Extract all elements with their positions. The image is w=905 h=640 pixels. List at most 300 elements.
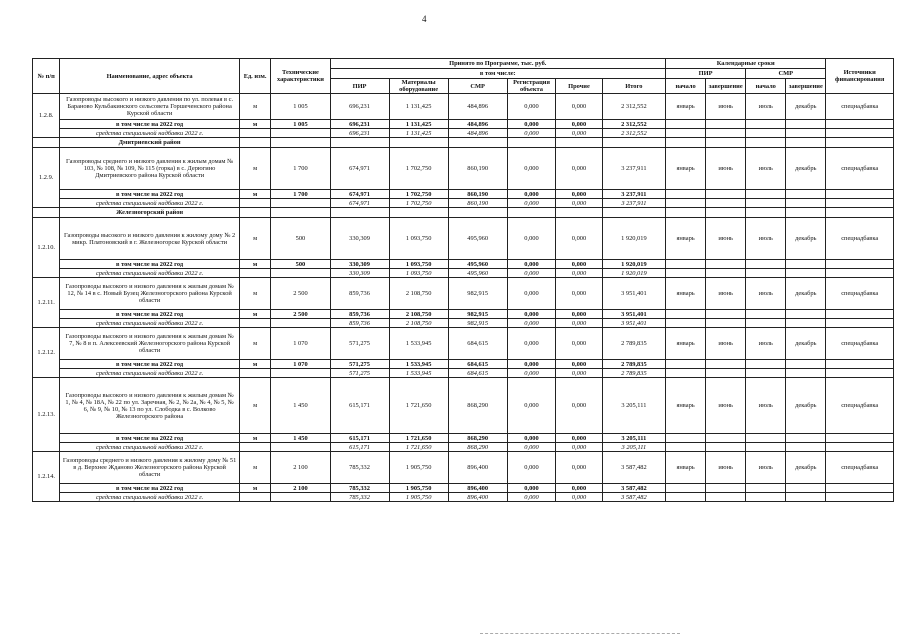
subtotal-smr: 684,615 — [448, 360, 507, 369]
object-smr-start: июль — [746, 218, 786, 260]
region-empty-cell — [786, 208, 826, 218]
object-smr-start: июль — [746, 328, 786, 360]
header-total: Итого — [602, 79, 665, 94]
subtotal-tech: 1 700 — [271, 190, 330, 199]
special-fund-empty-cell — [706, 269, 746, 278]
region-empty-cell — [746, 208, 786, 218]
object-smr: 684,615 — [448, 328, 507, 360]
header-pir-start: начало — [666, 79, 706, 94]
object-materials: 2 108,750 — [389, 278, 448, 310]
special-fund-materials: 1 533,945 — [389, 369, 448, 378]
subtotal-registration: 0,000 — [507, 360, 556, 369]
header-smr: СМР — [448, 79, 507, 94]
special-fund-empty-cell — [666, 199, 706, 208]
special-fund-row — [33, 269, 894, 278]
region-empty-cell — [602, 138, 665, 148]
header-tech: Технические характеристики — [271, 59, 330, 94]
region-empty-cell — [507, 138, 556, 148]
object-other: 0,000 — [556, 148, 602, 190]
special-fund-pir: 785,332 — [330, 493, 389, 502]
subtotal-row — [33, 190, 894, 199]
object-other: 0,000 — [556, 452, 602, 484]
object-other: 0,000 — [556, 328, 602, 360]
subtotal-tech: 2 100 — [271, 484, 330, 493]
region-empty-cell — [666, 208, 706, 218]
subtotal-empty-cell — [666, 260, 706, 269]
subtotal-label: в том числе на 2022 год — [60, 360, 239, 369]
object-row — [33, 328, 894, 360]
object-smr-end: декабрь — [786, 328, 826, 360]
subtotal-tech: 1 070 — [271, 360, 330, 369]
region-num-cell — [33, 208, 60, 218]
object-total: 3 587,482 — [602, 452, 665, 484]
special-fund-other: 0,000 — [556, 269, 602, 278]
subtotal-empty-cell — [826, 484, 894, 493]
special-fund-label: средства специальной надбавки 2022 г. — [60, 369, 239, 378]
subtotal-row — [33, 360, 894, 369]
object-pir: 859,736 — [330, 278, 389, 310]
object-total: 2 312,552 — [602, 94, 665, 120]
subtotal-smr: 868,290 — [448, 434, 507, 443]
special-fund-total: 3 587,482 — [602, 493, 665, 502]
object-unit: м — [239, 452, 271, 484]
special-fund-registration: 0,000 — [507, 493, 556, 502]
subtotal-empty-cell — [666, 190, 706, 199]
subtotal-materials: 1 533,945 — [389, 360, 448, 369]
special-fund-other: 0,000 — [556, 129, 602, 138]
subtotal-empty-cell — [706, 310, 746, 319]
subtotal-pir: 785,332 — [330, 484, 389, 493]
object-name: Газопроводы среднего и низкого давления к жилым домам № 103, № 108, № 109, № 115 (горка) в с. Дерюгино Дмитриевского района Курской области — [60, 148, 239, 190]
object-num: 1.2.13. — [33, 378, 60, 452]
object-unit: м — [239, 94, 271, 120]
subtotal-total: 1 920,019 — [602, 260, 665, 269]
subtotal-other: 0,000 — [556, 260, 602, 269]
subtotal-unit: м — [239, 190, 271, 199]
subtotal-other: 0,000 — [556, 434, 602, 443]
object-tech: 2 100 — [271, 452, 330, 484]
special-fund-empty-cell — [746, 319, 786, 328]
subtotal-unit: м — [239, 434, 271, 443]
object-tech: 1 700 — [271, 148, 330, 190]
object-row — [33, 218, 894, 260]
header-cal-pir: ПИР — [666, 69, 746, 79]
special-fund-row — [33, 443, 894, 452]
special-fund-registration: 0,000 — [507, 319, 556, 328]
special-fund-empty-cell — [786, 319, 826, 328]
subtotal-tech: 1 450 — [271, 434, 330, 443]
object-tech: 1 005 — [271, 94, 330, 120]
special-fund-total: 3 951,401 — [602, 319, 665, 328]
subtotal-pir: 696,231 — [330, 120, 389, 129]
special-fund-empty-cell — [786, 493, 826, 502]
special-fund-pir: 571,275 — [330, 369, 389, 378]
special-fund-empty-cell — [746, 369, 786, 378]
object-smr-end: декабрь — [786, 218, 826, 260]
object-pir-start: январь — [666, 218, 706, 260]
region-empty-cell — [556, 138, 602, 148]
region-empty-cell — [666, 138, 706, 148]
special-fund-empty-cell — [666, 493, 706, 502]
region-empty-cell — [556, 208, 602, 218]
object-unit: м — [239, 148, 271, 190]
object-other: 0,000 — [556, 218, 602, 260]
object-materials: 1 533,945 — [389, 328, 448, 360]
subtotal-label: в том числе на 2022 год — [60, 260, 239, 269]
special-fund-empty-cell — [666, 129, 706, 138]
special-fund-materials: 1 702,750 — [389, 199, 448, 208]
special-fund-total: 3 237,911 — [602, 199, 665, 208]
special-fund-tech — [271, 493, 330, 502]
special-fund-empty-cell — [666, 319, 706, 328]
special-fund-materials: 1 905,750 — [389, 493, 448, 502]
object-num: 1.2.9. — [33, 148, 60, 208]
special-fund-tech — [271, 369, 330, 378]
object-pir-end: июнь — [706, 94, 746, 120]
object-smr-end: декабрь — [786, 278, 826, 310]
subtotal-other: 0,000 — [556, 120, 602, 129]
object-pir: 696,231 — [330, 94, 389, 120]
special-fund-row — [33, 199, 894, 208]
object-row — [33, 94, 894, 120]
page-bottom-divider — [480, 633, 680, 634]
object-other: 0,000 — [556, 378, 602, 434]
header-pir: ПИР — [330, 79, 389, 94]
special-fund-registration: 0,000 — [507, 369, 556, 378]
special-fund-empty-cell — [746, 129, 786, 138]
subtotal-materials: 1 131,425 — [389, 120, 448, 129]
subtotal-empty-cell — [746, 120, 786, 129]
subtotal-other: 0,000 — [556, 190, 602, 199]
special-fund-pir: 859,736 — [330, 319, 389, 328]
object-pir-start: январь — [666, 148, 706, 190]
object-total: 3 951,401 — [602, 278, 665, 310]
subtotal-total: 3 951,401 — [602, 310, 665, 319]
page-number: 4 — [422, 14, 427, 24]
subtotal-other: 0,000 — [556, 360, 602, 369]
program-table — [32, 58, 894, 502]
object-smr-end: декабрь — [786, 148, 826, 190]
region-empty-cell — [786, 138, 826, 148]
special-fund-registration: 0,000 — [507, 443, 556, 452]
object-pir-start: январь — [666, 278, 706, 310]
object-pir-start: январь — [666, 378, 706, 434]
subtotal-empty-cell — [706, 190, 746, 199]
special-fund-total: 3 205,111 — [602, 443, 665, 452]
special-fund-pir: 330,309 — [330, 269, 389, 278]
object-source: спецнадбавка — [826, 218, 894, 260]
object-other: 0,000 — [556, 94, 602, 120]
object-pir: 615,171 — [330, 378, 389, 434]
subtotal-empty-cell — [826, 360, 894, 369]
header-accepted: Принято по Программе, тыс. руб. — [330, 59, 666, 69]
subtotal-empty-cell — [706, 484, 746, 493]
special-fund-smr: 495,960 — [448, 269, 507, 278]
object-smr-end: декабрь — [786, 94, 826, 120]
subtotal-empty-cell — [746, 310, 786, 319]
header-unit: Ед. изм. — [239, 59, 271, 94]
object-tech: 2 500 — [271, 278, 330, 310]
subtotal-registration: 0,000 — [507, 310, 556, 319]
special-fund-tech — [271, 129, 330, 138]
subtotal-empty-cell — [826, 434, 894, 443]
object-materials: 1 702,750 — [389, 148, 448, 190]
object-name: Газопроводы высокого и низкого давления к жилым домам № 1, № 4, № 18А, № 22 по ул. Заречная, № 2, № 2а, № 4, № 5, № 6, № 9, № 10, № 13 по ул. Слободка в с. Волково Железногорского района — [60, 378, 239, 434]
object-smr-end: декабрь — [786, 378, 826, 434]
object-registration: 0,000 — [507, 148, 556, 190]
subtotal-total: 3 587,482 — [602, 484, 665, 493]
subtotal-tech: 500 — [271, 260, 330, 269]
object-registration: 0,000 — [507, 328, 556, 360]
special-fund-pir: 674,971 — [330, 199, 389, 208]
region-empty-cell — [330, 138, 389, 148]
subtotal-row — [33, 120, 894, 129]
special-fund-materials: 1 093,750 — [389, 269, 448, 278]
object-row — [33, 452, 894, 484]
subtotal-empty-cell — [826, 190, 894, 199]
region-empty-cell — [239, 138, 271, 148]
region-empty-cell — [746, 138, 786, 148]
object-name: Газопроводы высокого и низкого давления по ул. полевая в с. Бараново Кульбакинского сельсовета Горшеченского района Курской области — [60, 94, 239, 120]
special-fund-empty-cell — [826, 443, 894, 452]
special-fund-label: средства специальной надбавки 2022 г. — [60, 269, 239, 278]
header-pir-end: завершение — [706, 79, 746, 94]
special-fund-smr: 684,615 — [448, 369, 507, 378]
subtotal-label: в том числе на 2022 год — [60, 190, 239, 199]
subtotal-unit: м — [239, 360, 271, 369]
special-fund-total: 2 312,552 — [602, 129, 665, 138]
subtotal-row — [33, 434, 894, 443]
special-fund-empty-cell — [786, 269, 826, 278]
object-pir: 674,971 — [330, 148, 389, 190]
object-smr: 868,290 — [448, 378, 507, 434]
subtotal-pir: 571,275 — [330, 360, 389, 369]
object-smr-start: июль — [746, 94, 786, 120]
object-pir-end: июнь — [706, 278, 746, 310]
subtotal-tech: 1 005 — [271, 120, 330, 129]
region-empty-cell — [239, 208, 271, 218]
object-num: 1.2.12. — [33, 328, 60, 378]
subtotal-empty-cell — [666, 484, 706, 493]
subtotal-empty-cell — [786, 484, 826, 493]
header-registration: Регистрация объекта — [507, 79, 556, 94]
subtotal-label: в том числе на 2022 год — [60, 484, 239, 493]
region-title: Дмитриевский район — [60, 138, 239, 148]
special-fund-other: 0,000 — [556, 493, 602, 502]
object-pir-end: июнь — [706, 218, 746, 260]
subtotal-empty-cell — [706, 260, 746, 269]
subtotal-registration: 0,000 — [507, 120, 556, 129]
subtotal-empty-cell — [746, 484, 786, 493]
object-pir-start: январь — [666, 94, 706, 120]
subtotal-smr: 860,190 — [448, 190, 507, 199]
subtotal-empty-cell — [786, 310, 826, 319]
subtotal-label: в том числе на 2022 год — [60, 120, 239, 129]
subtotal-empty-cell — [746, 360, 786, 369]
special-fund-registration: 0,000 — [507, 199, 556, 208]
object-pir: 571,275 — [330, 328, 389, 360]
special-fund-tech — [271, 443, 330, 452]
subtotal-empty-cell — [786, 360, 826, 369]
subtotal-empty-cell — [666, 360, 706, 369]
object-smr-end: декабрь — [786, 452, 826, 484]
special-fund-row — [33, 129, 894, 138]
special-fund-label: средства специальной надбавки 2022 г. — [60, 443, 239, 452]
object-smr-start: июль — [746, 278, 786, 310]
subtotal-other: 0,000 — [556, 484, 602, 493]
special-fund-tech — [271, 199, 330, 208]
special-fund-pir: 696,231 — [330, 129, 389, 138]
region-row — [33, 208, 894, 218]
object-row — [33, 278, 894, 310]
object-materials: 1 093,750 — [389, 218, 448, 260]
special-fund-empty-cell — [746, 269, 786, 278]
special-fund-label: средства специальной надбавки 2022 г. — [60, 319, 239, 328]
subtotal-pir: 859,736 — [330, 310, 389, 319]
region-title: Железногорский район — [60, 208, 239, 218]
subtotal-registration: 0,000 — [507, 484, 556, 493]
special-fund-empty-cell — [786, 369, 826, 378]
subtotal-registration: 0,000 — [507, 260, 556, 269]
special-fund-empty-cell — [706, 319, 746, 328]
object-source: спецнадбавка — [826, 328, 894, 360]
object-registration: 0,000 — [507, 452, 556, 484]
subtotal-smr: 982,915 — [448, 310, 507, 319]
region-empty-cell — [826, 138, 894, 148]
subtotal-smr: 484,896 — [448, 120, 507, 129]
object-source: спецнадбавка — [826, 148, 894, 190]
region-empty-cell — [706, 138, 746, 148]
object-registration: 0,000 — [507, 218, 556, 260]
object-name: Газопроводы среднего и низкого давления к жилому дому № 51 в д. Верхнее Жданово Железногорского района Курской области — [60, 452, 239, 484]
special-fund-unit — [239, 369, 271, 378]
special-fund-empty-cell — [786, 199, 826, 208]
subtotal-other: 0,000 — [556, 310, 602, 319]
object-registration: 0,000 — [507, 378, 556, 434]
special-fund-empty-cell — [786, 443, 826, 452]
subtotal-total: 3 237,911 — [602, 190, 665, 199]
table-header — [33, 59, 894, 94]
subtotal-empty-cell — [826, 120, 894, 129]
region-empty-cell — [389, 138, 448, 148]
special-fund-empty-cell — [706, 199, 746, 208]
object-total: 1 920,019 — [602, 218, 665, 260]
subtotal-pir: 674,971 — [330, 190, 389, 199]
region-empty-cell — [706, 208, 746, 218]
object-name: Газопроводы высокого и низкого давления к жилому дому № 2 микр. Платоновский в г. Железногорске Курской области — [60, 218, 239, 260]
subtotal-row — [33, 260, 894, 269]
object-row — [33, 148, 894, 190]
special-fund-unit — [239, 443, 271, 452]
region-num-cell — [33, 138, 60, 148]
object-smr: 982,915 — [448, 278, 507, 310]
table-body — [33, 94, 894, 502]
special-fund-smr: 982,915 — [448, 319, 507, 328]
object-total: 3 237,911 — [602, 148, 665, 190]
object-pir-start: январь — [666, 328, 706, 360]
object-source: спецнадбавка — [826, 378, 894, 434]
header-other: Прочие — [556, 79, 602, 94]
header-sources: Источники финансирования — [826, 59, 894, 94]
special-fund-unit — [239, 319, 271, 328]
special-fund-empty-cell — [746, 493, 786, 502]
subtotal-empty-cell — [826, 260, 894, 269]
region-empty-cell — [507, 208, 556, 218]
special-fund-label: средства специальной надбавки 2022 г. — [60, 493, 239, 502]
object-source: спецнадбавка — [826, 94, 894, 120]
special-fund-pir: 615,171 — [330, 443, 389, 452]
header-materials: Материалы оборудование — [389, 79, 448, 94]
region-empty-cell — [602, 208, 665, 218]
special-fund-tech — [271, 269, 330, 278]
object-num: 1.2.14. — [33, 452, 60, 502]
special-fund-materials: 1 131,425 — [389, 129, 448, 138]
special-fund-smr: 896,400 — [448, 493, 507, 502]
object-unit: м — [239, 378, 271, 434]
subtotal-materials: 2 108,750 — [389, 310, 448, 319]
subtotal-empty-cell — [706, 360, 746, 369]
special-fund-other: 0,000 — [556, 443, 602, 452]
subtotal-smr: 896,400 — [448, 484, 507, 493]
object-pir-end: июнь — [706, 452, 746, 484]
object-tech: 1 450 — [271, 378, 330, 434]
special-fund-other: 0,000 — [556, 369, 602, 378]
subtotal-pir: 330,309 — [330, 260, 389, 269]
special-fund-smr: 868,290 — [448, 443, 507, 452]
region-empty-cell — [330, 208, 389, 218]
special-fund-unit — [239, 199, 271, 208]
object-num: 1.2.10. — [33, 218, 60, 278]
subtotal-total: 3 205,111 — [602, 434, 665, 443]
special-fund-registration: 0,000 — [507, 269, 556, 278]
special-fund-materials: 2 108,750 — [389, 319, 448, 328]
special-fund-row — [33, 493, 894, 502]
subtotal-tech: 2 500 — [271, 310, 330, 319]
special-fund-empty-cell — [706, 443, 746, 452]
region-empty-cell — [271, 138, 330, 148]
subtotal-empty-cell — [746, 434, 786, 443]
subtotal-empty-cell — [786, 120, 826, 129]
special-fund-empty-cell — [826, 269, 894, 278]
special-fund-empty-cell — [706, 369, 746, 378]
header-smr-start: начало — [746, 79, 786, 94]
region-empty-cell — [448, 138, 507, 148]
special-fund-empty-cell — [826, 129, 894, 138]
special-fund-materials: 1 721,650 — [389, 443, 448, 452]
object-unit: м — [239, 328, 271, 360]
subtotal-label: в том числе на 2022 год — [60, 434, 239, 443]
special-fund-empty-cell — [706, 129, 746, 138]
header-cal-smr: СМР — [746, 69, 826, 79]
special-fund-smr: 860,190 — [448, 199, 507, 208]
object-materials: 1 131,425 — [389, 94, 448, 120]
subtotal-empty-cell — [746, 260, 786, 269]
subtotal-empty-cell — [826, 310, 894, 319]
object-unit: м — [239, 278, 271, 310]
subtotal-registration: 0,000 — [507, 434, 556, 443]
object-materials: 1 905,750 — [389, 452, 448, 484]
subtotal-total: 2 312,552 — [602, 120, 665, 129]
special-fund-registration: 0,000 — [507, 129, 556, 138]
object-total: 3 205,111 — [602, 378, 665, 434]
special-fund-total: 1 920,019 — [602, 269, 665, 278]
object-pir: 330,309 — [330, 218, 389, 260]
region-empty-cell — [826, 208, 894, 218]
special-fund-empty-cell — [826, 369, 894, 378]
special-fund-other: 0,000 — [556, 319, 602, 328]
object-smr: 484,896 — [448, 94, 507, 120]
object-smr-start: июль — [746, 452, 786, 484]
